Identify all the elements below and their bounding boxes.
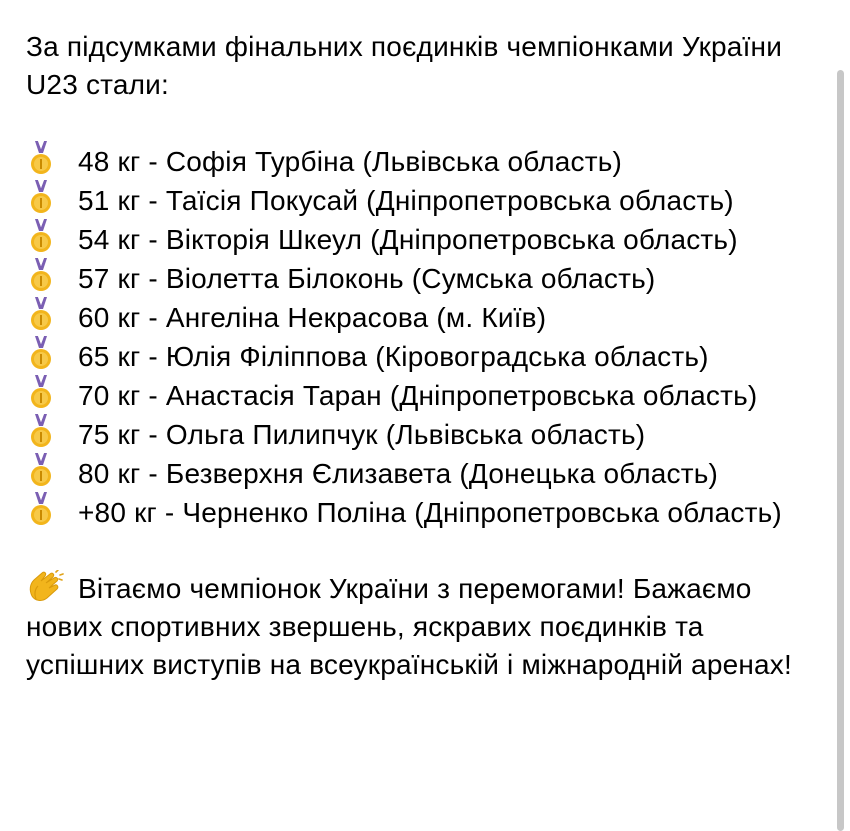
result-text: 60 кг - Ангеліна Некрасова (м. Київ) [78,302,547,333]
gold-medal-icon [26,181,56,217]
closing-message [26,570,826,684]
results-list [26,142,826,532]
gold-medal-icon [26,220,56,256]
result-item [26,376,826,415]
result-text: 57 кг - Віолетта Білоконь (Сумська область) [78,263,656,294]
gold-medal-icon [26,493,56,529]
result-text: 65 кг - Юлія Філіппова (Кіровоградська область) [78,341,709,372]
gold-medal-icon [26,337,56,373]
result-text: 70 кг - Анастасія Таран (Дніпропетровська область) [78,380,758,411]
result-item [26,142,826,181]
result-text: +80 кг - Черненко Поліна (Дніпропетровська область) [78,497,782,528]
gold-medal-icon [26,454,56,490]
result-text: 80 кг - Безверхня Єлизавета (Донецька область) [78,458,719,489]
result-item [26,337,826,376]
result-item [26,298,826,337]
result-item [26,454,826,493]
result-text: 54 кг - Вікторія Шкеул (Дніпропетровська область) [78,224,738,255]
post-intro: За підсумками фінальних поєдинків чемпіонками України U23 стали: [26,31,783,100]
gold-medal-icon [26,415,56,451]
result-text: 48 кг - Софія Турбіна (Львівська область) [78,146,623,177]
post-body [26,28,826,684]
closing-text: Вітаємо чемпіонок України з перемогами! Бажаємо нових спортивних звершень, яскравих поєдинків та успішних виступів на всеукраїнській і міжнародній аренах! [26,573,792,680]
gold-medal-icon [26,376,56,412]
gold-medal-icon [26,298,56,334]
result-text: 75 кг - Ольга Пилипчук (Львівська область) [78,419,646,450]
result-text: 51 кг - Таїсія Покусай (Дніпропетровська область) [78,185,734,216]
result-item [26,220,826,259]
clapping-hands-icon [26,570,64,604]
gold-medal-icon [26,142,56,178]
gold-medal-icon [26,259,56,295]
result-item [26,181,826,220]
vertical-scrollbar[interactable] [837,70,844,831]
result-item [26,259,826,298]
result-item [26,415,826,454]
result-item [26,493,826,532]
